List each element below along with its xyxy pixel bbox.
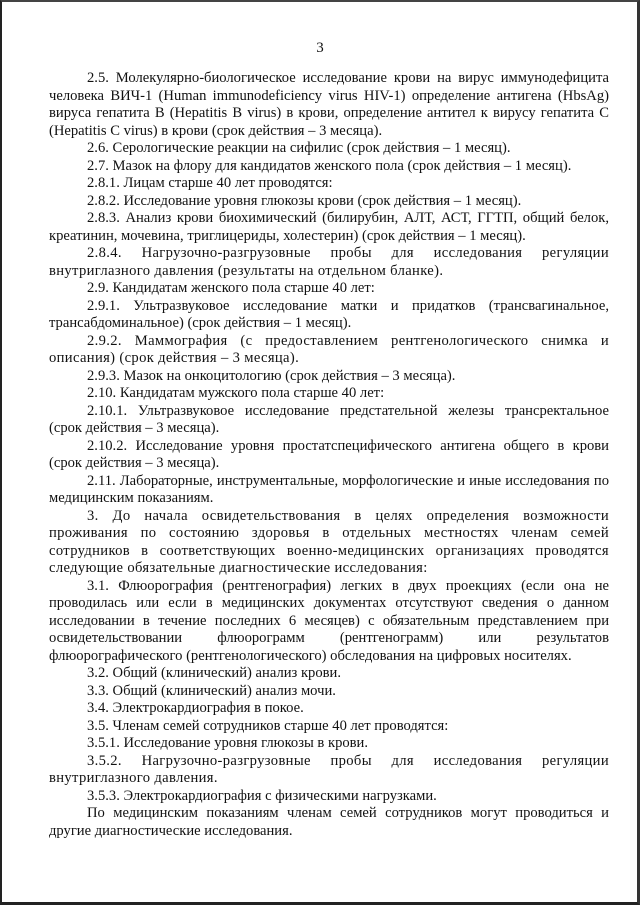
paragraph-2-6: 2.6. Серологические реакции на сифилис (срок действия – 1 месяц).: [87, 140, 511, 156]
paragraph-2-11: 2.11. Лабораторные, инструментальные, морфологические и иные исследования по медицинским показаниям.: [49, 472, 609, 506]
paragraph-2-7: 2.7. Мазок на флору для кандидатов женского пола (срок действия – 1 месяц).: [87, 157, 572, 174]
paragraph-3-2: 3.2. Общий (клинический) анализ крови.: [87, 665, 341, 681]
paragraph-2-10-2: 2.10.2. Исследование уровня простатспецифического антигена общего в крови (срок действия – 3 месяца).: [49, 437, 609, 471]
paragraph-closing: По медицинским показаниям членам семей сотрудников могут проводиться и другие диагностические исследования.: [49, 805, 609, 839]
paragraph-3-5-2: 3.5.2. Нагрузочно-разгрузовные пробы для исследования регуляции внутриглазного давления.: [49, 752, 609, 786]
paragraph-2-9-3: 2.9.3. Мазок на онкоцитологию (срок действия – 3 месяца).: [87, 367, 456, 384]
paragraph-2-8-4: 2.8.4. Нагрузочно-разгрузовные пробы для исследования регуляции внутриглазного давления (результаты на отдельном бланке).: [49, 245, 609, 279]
document-body: [49, 70, 609, 840]
paragraph-3-4: 3.4. Электрокардиография в покое.: [87, 700, 304, 716]
paragraph-2-10: 2.10. Кандидатам мужского пола старше 40 лет:: [87, 385, 385, 401]
paragraph-2-8-2: 2.8.2. Исследование уровня глюкозы крови (срок действия – 1 месяц).: [87, 192, 522, 209]
paragraph-3-3: 3.3. Общий (клинический) анализ мочи.: [87, 682, 336, 699]
paragraph-2-10-1: 2.10.1. Ультразвуковое исследование предстательной железы трансректальное (срок действия – 3 месяца).: [49, 402, 609, 436]
paragraph-2-8-1: 2.8.1. Лицам старше 40 лет проводятся:: [87, 175, 333, 191]
paragraph-3-5: 3.5. Членам семей сотрудников старше 40 лет проводятся:: [87, 717, 449, 734]
paragraph-3: 3. До начала освидетельствования в целях определения возможности проживания по состоянию здоровья в отдельных местностях членам семей сотрудников в соответствующих военно-медицинских организациях проводятся следующие обязательные диагностические исследования:: [49, 507, 609, 576]
paragraph-2-5: 2.5. Молекулярно-биологическое исследование крови на вирус иммунодефицита человека ВИЧ-1 (Human immunodeficiency virus HIV-1) определение антигена (HbsAg) вируса гепатита В (Hepatitis В virus) в крови, определение антител к вирусу гепатита С (Hepatitis С virus) в крови (срок действия – 3 месяца).: [49, 70, 609, 139]
paragraph-3-5-3: 3.5.3. Электрокардиография с физическими нагрузками.: [87, 787, 437, 804]
paragraph-3-1: 3.1. Флюорография (рентгенография) легких в двух проекциях (если она не проводилась или если в медицинских документах отсутствуют сведения о данном исследовании в течение последних 6 месяцев) с обязательным представлением при освидетельствовании флюорограмм (рентгенограмм) или результатов флюорографического (рентгенологического) обследования на цифровых носителях.: [49, 577, 609, 664]
paragraph-3-5-1: 3.5.1. Исследование уровня глюкозы в крови.: [87, 735, 369, 751]
paragraph-2-9-1: 2.9.1. Ультразвуковое исследование матки и придатков (трансвагинальное, трансабдоминальное) (срок действия – 1 месяц).: [49, 297, 609, 331]
page-number: 3: [316, 40, 324, 56]
paragraph-2-8-3: 2.8.3. Анализ крови биохимический (билирубин, АЛТ, АСТ, ГГТП, общий белок, креатинин, мочевина, триглицериды, холестерин) (срок действия – 1 месяц).: [49, 210, 609, 244]
paragraph-2-9: 2.9. Кандидатам женского пола старше 40 лет:: [87, 280, 375, 296]
paragraph-2-9-2: 2.9.2. Маммография (с предоставлением рентгенологического снимка и описания) (срок действия – 3 месяца).: [49, 332, 609, 366]
